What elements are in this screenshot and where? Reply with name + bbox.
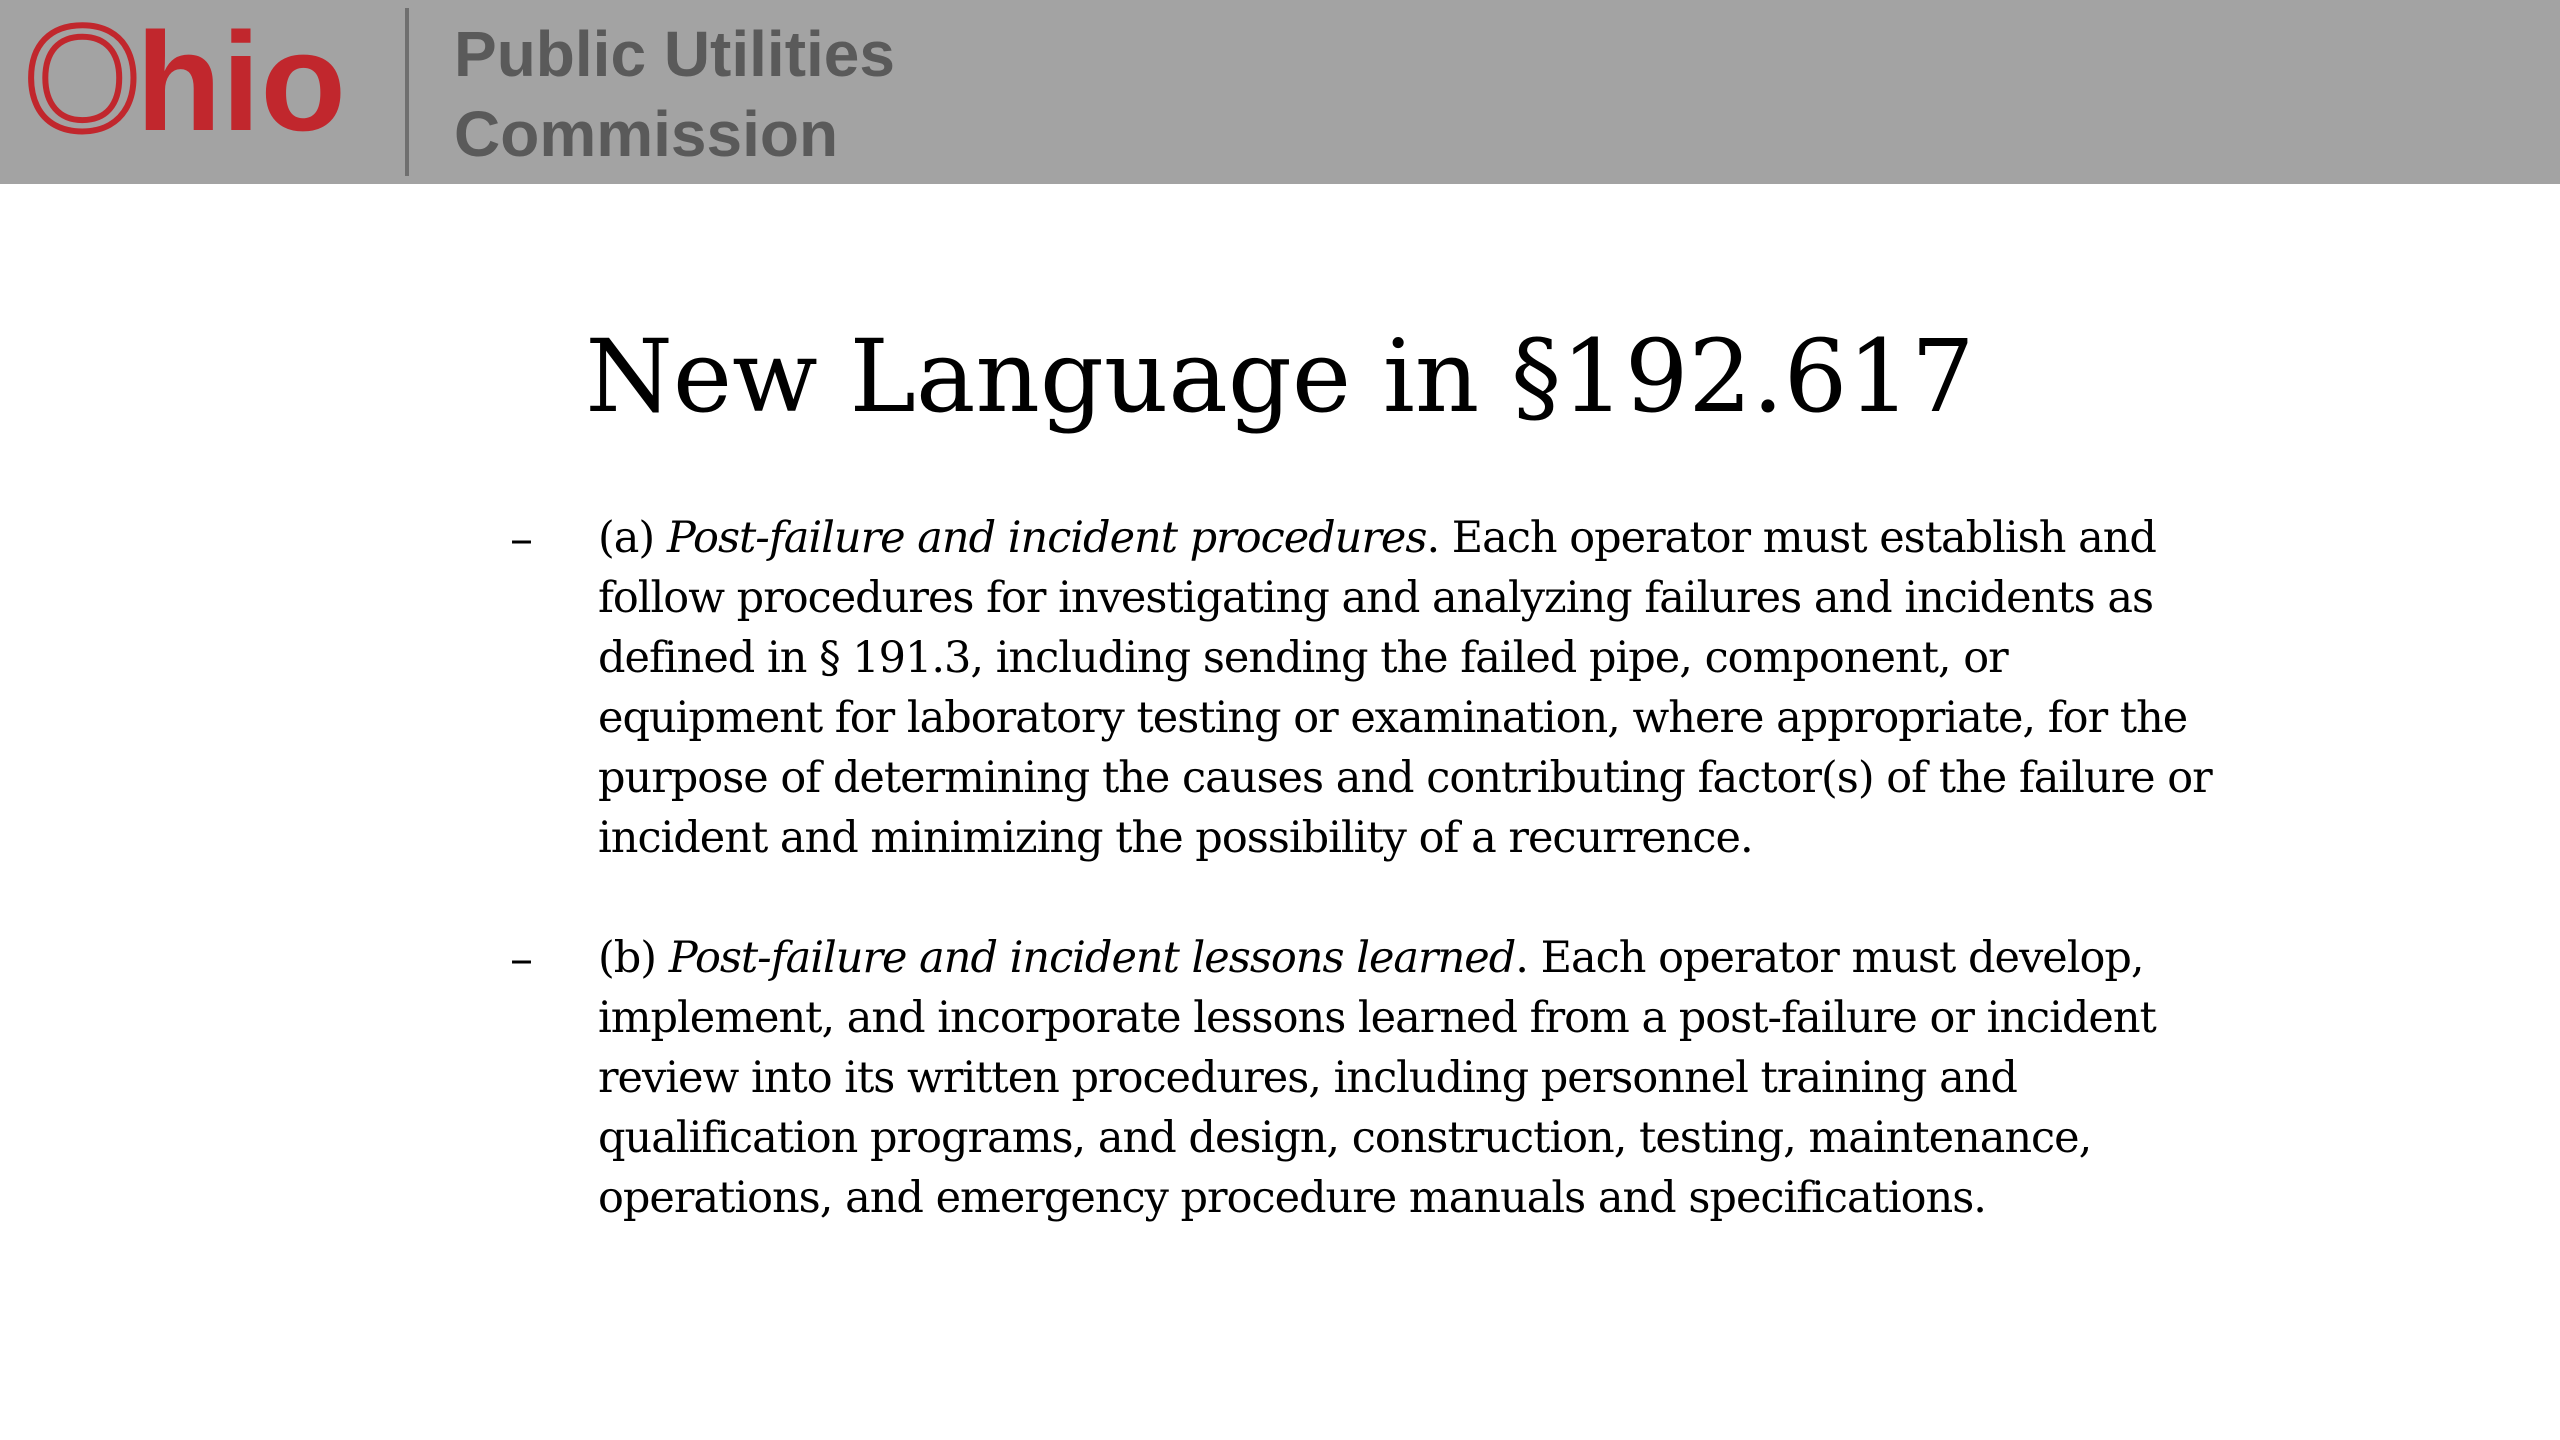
regulation-item-a xyxy=(510,508,2230,868)
regulation-item-b xyxy=(510,928,2230,1228)
item-heading: Post-failure and incident procedures xyxy=(666,513,1427,563)
header-divider xyxy=(405,8,409,176)
item-prefix: (a) xyxy=(598,513,667,563)
item-prefix: (b) xyxy=(598,933,669,983)
item-body: . Each operator must establish and follow procedures for investigating and analyzing failures and incidents as defined in § 191.3, including sending the failed pipe, component, or equipment for laboratory testing or examination, where appropriate, for the purpose of determining the causes and contributing factor(s) of the failure or incident and minimizing the possibility of a recurrence. xyxy=(598,513,2212,863)
ohio-logo-rest: hio xyxy=(136,8,346,158)
bullet-dash: – xyxy=(510,511,533,565)
regulation-text xyxy=(598,928,2230,1228)
slide-title: New Language in §192.617 xyxy=(585,318,1975,435)
ohio-logo-o: O xyxy=(24,8,141,158)
item-heading: Post-failure and incident lessons learned xyxy=(668,933,1516,983)
bullet-dash: – xyxy=(510,931,533,985)
regulation-text xyxy=(598,508,2230,868)
header-bar xyxy=(0,0,2560,184)
agency-name xyxy=(454,14,895,174)
agency-name-line2: Commission xyxy=(454,98,839,170)
agency-name-line1: Public Utilities xyxy=(454,18,895,90)
ohio-logo xyxy=(24,8,374,158)
item-body: . Each operator must develop, implement, and incorporate lessons learned from a post-failure or incident review into its written procedures, including personnel training and qualification programs, and design, construction, testing, maintenance, operations, and emergency procedure manuals and specifications. xyxy=(598,933,2156,1223)
regulation-list xyxy=(510,508,2230,1288)
